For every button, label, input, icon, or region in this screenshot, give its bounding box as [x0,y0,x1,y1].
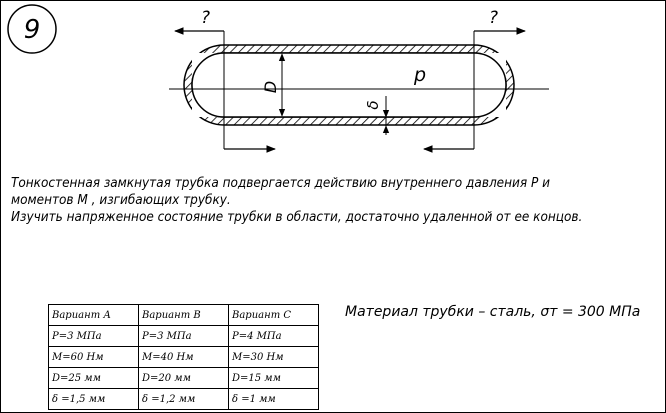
table-row [49,347,319,368]
diameter-label: D [261,80,280,94]
task-number: 9 [23,15,41,45]
table-cell: δ =1,2 мм [139,389,229,410]
right-force-label: ? [489,8,499,28]
tube-drawing [1,1,665,171]
problem-line-1: Тонкостенная замкнутая трубка подвергается действию внутреннего давления P и [11,176,550,191]
table-cell: P=4 МПа [229,326,319,347]
table-cell: M=30 Нм [229,347,319,368]
table-cell: D=25 мм [49,368,139,389]
table-cell: P=3 МПа [49,326,139,347]
header-variant-a: Вариант А [49,305,139,326]
pressure-label: p [414,64,427,86]
table-cell: D=20 мм [139,368,229,389]
tube-interior [192,53,506,117]
left-force-label: ? [201,8,211,28]
header-variant-b: Вариант B [139,305,229,326]
variants-table [48,304,319,410]
table-cell: δ =1 мм [229,389,319,410]
problem-statement [11,175,616,226]
table-row [49,389,319,410]
table-cell: D=15 мм [229,368,319,389]
table-cell: P=3 МПа [139,326,229,347]
table-cell: δ =1,5 мм [49,389,139,410]
problem-line-3: Изучить напряженное состояние трубки в области, достаточно удаленной от ее концов. [11,210,583,225]
table-header-row [49,305,319,326]
material-statement: Материал трубки – сталь, σт = 300 МПа [345,304,641,320]
header-variant-c: Вариант C [229,305,319,326]
table-row [49,368,319,389]
table-row [49,326,319,347]
table-cell: M=60 Нм [49,347,139,368]
problem-line-2: моментов M , изгибающих трубку. [11,193,231,208]
thickness-label: δ [364,100,382,110]
table-cell: M=40 Нм [139,347,229,368]
